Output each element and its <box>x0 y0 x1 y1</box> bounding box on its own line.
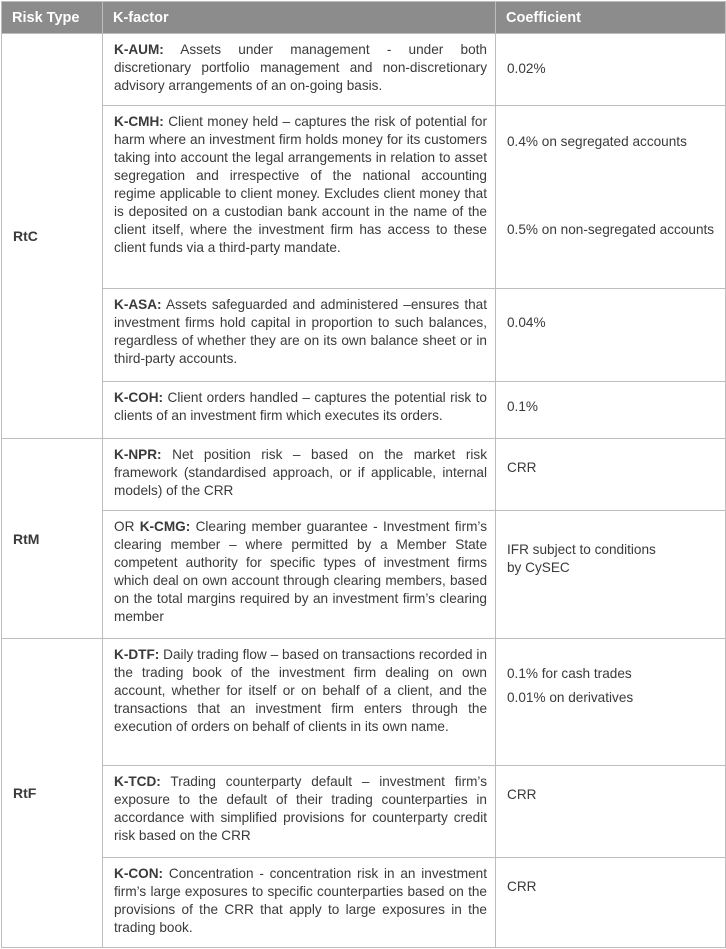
risk-type-rtc: RtC <box>2 34 103 439</box>
coefficient-value: IFR subject to conditions <box>507 542 656 557</box>
table-row <box>2 289 726 382</box>
k-dtf-description <box>103 639 496 766</box>
coefficient-value: CRR <box>507 787 537 802</box>
coefficient-value: 0.04% <box>507 315 546 330</box>
coefficient-value: 0.1% for cash trades <box>507 666 632 681</box>
table-row <box>2 382 726 439</box>
table-row <box>2 511 726 639</box>
coefficient-value: 0.4% on segregated accounts <box>507 134 687 149</box>
k-factor-text: Assets under management - under both discretionary portfolio management and non-discretionary advisory arrangements of an on-going basis. <box>114 42 487 93</box>
table-row <box>2 439 726 511</box>
risk-type-rtf: RtF <box>2 639 103 948</box>
k-factor-text: Daily trading flow – based on transactions recorded in the trading book of the investment firm dealing on own account, whether for itself or on behalf of a client, and the transactions that an investment firm enters through the execution of orders on behalf of clients in its own name. <box>114 647 487 734</box>
k-coh-coefficient <box>496 382 726 439</box>
k-factor-name: K-AUM: <box>114 42 164 57</box>
table-row <box>2 639 726 766</box>
table-row <box>2 766 726 858</box>
table-row <box>2 858 726 948</box>
coefficient-value: CRR <box>507 879 537 894</box>
k-factor-text: Client orders handled – captures the potential risk to clients of an investment firm which executes its orders. <box>114 390 487 423</box>
header-k-factor: K-factor <box>103 2 496 34</box>
k-factor-name: K-CON: <box>114 866 164 881</box>
table-row <box>2 106 726 289</box>
k-dtf-coefficient <box>496 639 726 766</box>
coefficient-value: 0.1% <box>507 399 538 414</box>
k-tcd-coefficient <box>496 766 726 858</box>
k-factor-name: K-CMG: <box>139 519 191 534</box>
k-factor-text: Client money held – captures the risk of potential for harm where an investment firm holds money for its customers taking into account the legal arrangements in relation to asset segregation and irrespective of the national accounting regime applicable to client money. Excludes client money that is deposited on a custodian bank account in the name of the client itself, where the investment firm has access to these client funds via a third-party mandate. <box>114 114 487 255</box>
k-factor-text: Assets safeguarded and administered –ensures that investment firms hold capital in proportion to such balances, regardless of whether they are on its own balance sheet or in third-party accounts. <box>114 297 487 366</box>
k-factor-text: Concentration - concentration risk in an investment firm’s large exposures to specific counterparties based on the provisions of the CRR that apply to large exposures in the trading book. <box>114 866 487 935</box>
header-risk-type: Risk Type <box>2 2 103 34</box>
k-npr-description <box>103 439 496 511</box>
k-factor-name: K-DTF: <box>114 647 160 662</box>
k-con-description <box>103 858 496 948</box>
k-factor-prefix: OR <box>114 519 140 534</box>
k-factor-text: Net position risk – based on the market risk framework (standardised approach, or if applicable, internal models) of the CRR <box>114 447 487 498</box>
k-cmh-description <box>103 106 496 289</box>
k-factor-text: Trading counterparty default – investment firm’s exposure to the default of their trading counterparties in accordance with simplified provisions for counterparty credit risk based on the CRR <box>114 774 487 843</box>
table-row <box>2 34 726 106</box>
coefficient-value: 0.02% <box>507 61 546 76</box>
k-asa-coefficient <box>496 289 726 382</box>
k-factor-name: K-ASA: <box>114 297 162 312</box>
header-row <box>2 2 726 34</box>
coefficient-value: 0.5% on non-segregated accounts <box>507 222 715 237</box>
risk-type-rtm: RtM <box>2 439 103 639</box>
k-tcd-description <box>103 766 496 858</box>
k-factor-table <box>1 1 726 948</box>
k-factor-name: K-TCD: <box>114 774 161 789</box>
k-aum-description <box>103 34 496 106</box>
k-factor-name: K-COH: <box>114 390 164 405</box>
k-npr-coefficient <box>496 439 726 511</box>
k-asa-description <box>103 289 496 382</box>
k-con-coefficient <box>496 858 726 948</box>
k-factor-text: Clearing member guarantee - Investment firm’s clearing member – where permitted by a Member State competent authority for specific types of investment firms which deal on own account through clearing members, based on the total margins required by an investment firm’s clearing member <box>114 519 487 624</box>
k-factor-name: K-NPR: <box>114 447 162 462</box>
k-factor-name: K-CMH: <box>114 114 164 129</box>
k-coh-description <box>103 382 496 439</box>
k-cmg-description <box>103 511 496 639</box>
k-cmg-coefficient <box>496 511 726 639</box>
header-coefficient: Coefficient <box>496 2 726 34</box>
coefficient-value: CRR <box>507 460 537 475</box>
coefficient-value: 0.01% on derivatives <box>507 690 634 705</box>
k-aum-coefficient <box>496 34 726 106</box>
k-cmh-coefficient <box>496 106 726 289</box>
coefficient-value: by CySEC <box>507 560 570 575</box>
